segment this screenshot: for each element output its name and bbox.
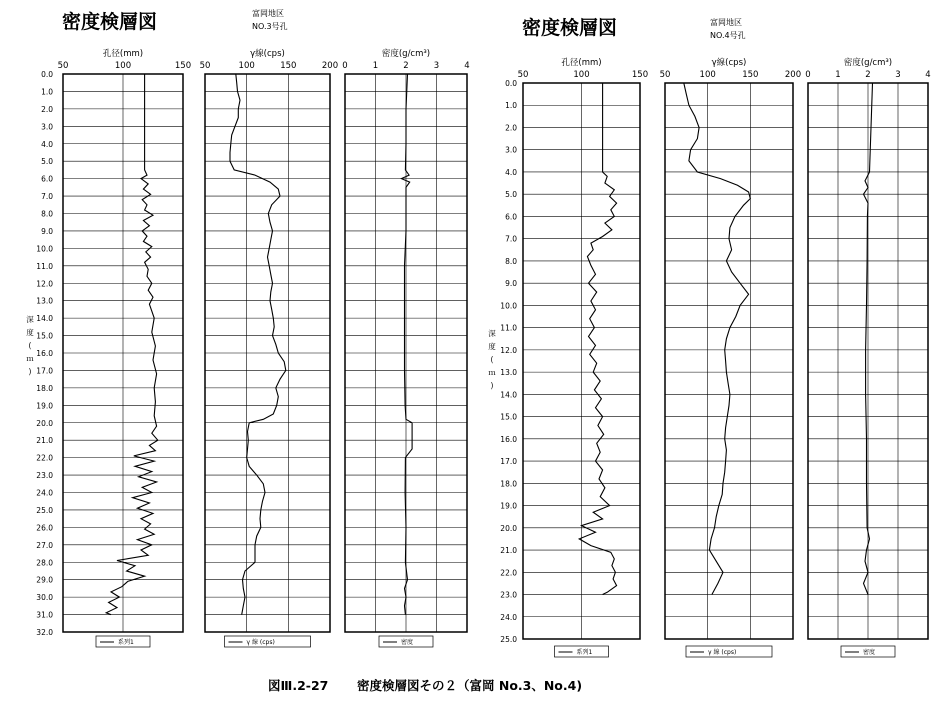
left-chart-title: 密度検層図 <box>62 11 158 33</box>
x-tick-label: 3 <box>895 70 901 80</box>
depth-tick-label: 30.0 <box>36 593 53 603</box>
depth-tick-label: 4.0 <box>505 167 517 177</box>
right-chart-title: 密度検層図 <box>522 17 618 39</box>
depth-tick-label: 6.0 <box>41 174 53 184</box>
depth-tick-label: 8.0 <box>505 256 517 266</box>
depth-axis-label-char: ｍ <box>26 354 34 363</box>
x-tick-label: 2 <box>403 61 409 71</box>
legend-label: γ 線 (cps) <box>246 639 275 646</box>
figure-caption: 密度検層図その２（富岡 No.3、No.4) <box>357 678 583 693</box>
depth-axis-label-char: 度 <box>26 328 34 337</box>
depth-axis-label-char: ( <box>490 355 494 364</box>
track-header: 孔径(mm) <box>102 49 144 59</box>
depth-tick-label: 16.0 <box>500 434 517 444</box>
log-trace-line <box>230 74 286 615</box>
track-header: 密度(g/cm³) <box>381 49 431 59</box>
depth-tick-label: 13.0 <box>500 368 517 378</box>
left-log-chart <box>26 48 469 647</box>
depth-tick-label: 0.0 <box>505 79 517 88</box>
x-tick-label: 50 <box>659 70 671 80</box>
x-tick-label: 150 <box>631 70 649 80</box>
depth-tick-label: 19.0 <box>500 501 517 511</box>
x-tick-label: 50 <box>199 61 211 71</box>
x-tick-label: 1 <box>372 61 379 71</box>
legend-label: γ 線 (cps) <box>708 649 737 656</box>
x-tick-label: 100 <box>573 70 590 80</box>
depth-tick-label: 18.0 <box>36 383 53 393</box>
left-area-label: 富岡地区 <box>252 9 284 18</box>
right-area-label: 富岡地区 <box>710 18 742 27</box>
x-tick-label: 1 <box>835 70 841 80</box>
depth-tick-label: 12.0 <box>500 345 517 355</box>
depth-tick-label: 13.0 <box>36 296 53 306</box>
x-tick-label: 200 <box>321 61 339 71</box>
track-header: γ線(cps) <box>250 49 285 59</box>
depth-tick-label: 7.0 <box>41 192 53 202</box>
depth-axis-label-char: ｍ <box>488 368 496 377</box>
depth-tick-label: 10.0 <box>500 301 517 311</box>
depth-axis-label-char: ) <box>490 381 494 390</box>
depth-tick-label: 20.0 <box>500 523 517 533</box>
depth-tick-label: 14.0 <box>36 314 53 324</box>
x-tick-label: 3 <box>433 61 440 71</box>
depth-tick-label: 12.0 <box>36 279 53 289</box>
x-tick-label: 150 <box>280 61 297 71</box>
depth-tick-label: 19.0 <box>36 401 53 411</box>
depth-tick-label: 17.0 <box>36 366 53 376</box>
depth-tick-label: 11.0 <box>500 323 517 333</box>
track-frame <box>665 83 793 639</box>
x-tick-label: 0 <box>805 70 811 80</box>
depth-tick-label: 2.0 <box>41 104 53 114</box>
log-trace-line <box>106 74 158 615</box>
depth-tick-label: 22.0 <box>36 453 53 463</box>
depth-tick-label: 27.0 <box>36 540 53 550</box>
depth-tick-label: 3.0 <box>505 145 517 155</box>
depth-tick-label: 4.0 <box>41 139 53 149</box>
depth-tick-label: 20.0 <box>36 418 53 428</box>
depth-tick-label: 24.0 <box>500 612 517 622</box>
depth-tick-label: 28.0 <box>36 558 53 568</box>
figure-number: 図Ⅲ.2-27 <box>268 678 329 693</box>
depth-tick-label: 25.0 <box>36 505 53 515</box>
depth-axis-label-char: 深 <box>26 315 34 324</box>
depth-axis-label-char: ) <box>28 367 32 376</box>
depth-tick-label: 8.0 <box>41 209 53 219</box>
depth-tick-label: 11.0 <box>36 261 53 271</box>
depth-tick-label: 26.0 <box>36 523 53 533</box>
legend-label: 系列1 <box>118 639 134 646</box>
log-trace-line <box>684 83 751 595</box>
depth-tick-label: 1.0 <box>41 87 53 97</box>
x-tick-label: 100 <box>114 61 132 71</box>
depth-axis-label-char: 度 <box>488 342 496 351</box>
depth-tick-label: 1.0 <box>505 101 517 111</box>
depth-axis-label-char: ( <box>28 341 32 350</box>
x-tick-label: 50 <box>517 70 529 80</box>
depth-tick-label: 6.0 <box>505 212 517 222</box>
depth-tick-label: 5.0 <box>505 190 517 200</box>
x-tick-label: 4 <box>464 61 470 71</box>
depth-tick-label: 22.0 <box>500 568 517 578</box>
legend-label: 系列1 <box>576 649 593 656</box>
depth-tick-label: 15.0 <box>500 412 517 422</box>
depth-tick-label: 15.0 <box>36 331 53 341</box>
depth-tick-label: 21.0 <box>500 546 517 556</box>
track-header: γ線(cps) <box>711 58 747 68</box>
right-well-label: NO.4号孔 <box>710 31 746 40</box>
x-tick-label: 50 <box>57 61 69 71</box>
depth-tick-label: 31.0 <box>36 610 53 620</box>
x-tick-label: 150 <box>742 70 759 80</box>
depth-tick-label: 3.0 <box>41 122 53 132</box>
depth-tick-label: 2.0 <box>505 123 517 133</box>
depth-tick-label: 0.0 <box>41 70 53 79</box>
depth-tick-label: 9.0 <box>505 279 517 289</box>
x-tick-label: 100 <box>699 70 716 80</box>
track-header: 密度(g/cm³) <box>843 58 893 68</box>
depth-tick-label: 10.0 <box>36 244 53 254</box>
depth-axis-label-char: 深 <box>488 329 496 338</box>
depth-tick-label: 23.0 <box>36 471 53 481</box>
x-tick-label: 4 <box>925 70 931 80</box>
x-tick-label: 150 <box>174 61 192 71</box>
depth-tick-label: 16.0 <box>36 349 53 358</box>
right-log-chart <box>488 57 930 657</box>
x-tick-label: 0 <box>342 61 348 71</box>
depth-tick-label: 14.0 <box>500 390 517 400</box>
track-header: 孔径(mm) <box>561 58 602 68</box>
legend-label: 密度 <box>401 639 414 646</box>
depth-tick-label: 32.0 <box>36 628 53 637</box>
x-tick-label: 100 <box>238 61 255 71</box>
depth-tick-label: 5.0 <box>41 157 53 167</box>
depth-tick-label: 7.0 <box>505 234 517 244</box>
left-well-label: NO.3号孔 <box>252 22 288 31</box>
legend-label: 密度 <box>863 649 876 656</box>
depth-tick-label: 25.0 <box>500 635 517 644</box>
depth-tick-label: 23.0 <box>500 590 517 600</box>
x-tick-label: 200 <box>784 70 802 80</box>
log-trace-line <box>579 83 616 595</box>
depth-tick-label: 29.0 <box>36 575 53 585</box>
x-tick-label: 2 <box>865 70 871 80</box>
depth-tick-label: 21.0 <box>36 436 53 446</box>
log-trace-line <box>401 74 412 615</box>
depth-tick-label: 17.0 <box>500 457 517 467</box>
depth-tick-label: 24.0 <box>36 488 53 498</box>
depth-tick-label: 18.0 <box>500 479 517 489</box>
depth-tick-label: 9.0 <box>41 226 53 236</box>
